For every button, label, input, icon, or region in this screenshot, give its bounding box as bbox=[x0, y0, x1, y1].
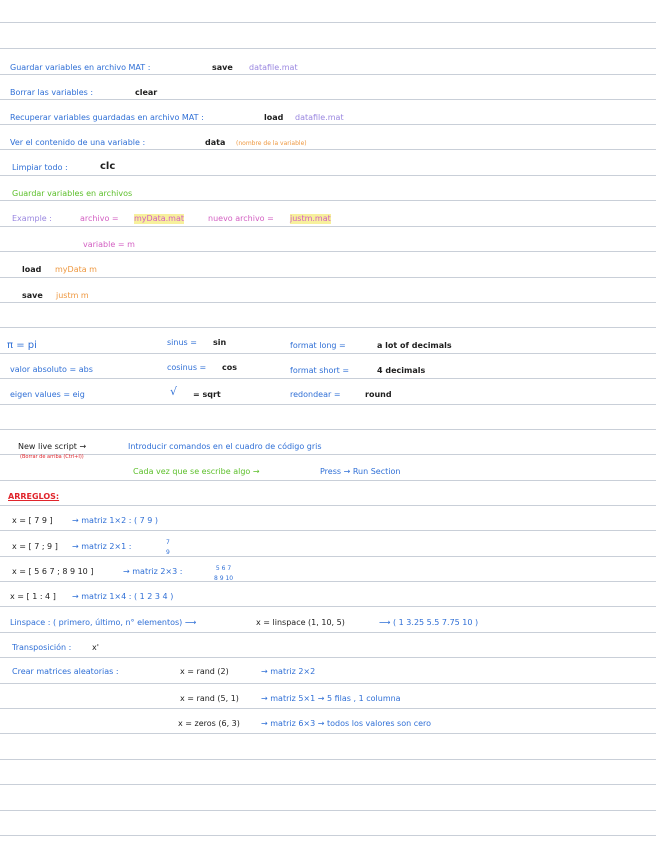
zeros-code: x = zeros (6, 3) bbox=[178, 719, 240, 728]
ruled-line bbox=[0, 606, 656, 607]
ruled-line bbox=[0, 530, 656, 531]
cos-cmd: cos bbox=[222, 363, 237, 372]
format-long-value: a lot of decimals bbox=[377, 341, 452, 350]
live-script-note: (Borrar de arriba (Ctrl+I)) bbox=[20, 454, 84, 460]
array-4-code: x = [ 1 : 4 ] bbox=[10, 592, 56, 601]
array-2-matrix bbox=[166, 538, 170, 558]
ruled-line bbox=[0, 149, 656, 150]
array-4-desc: → matriz 1×4 : ( 1 2 3 4 ) bbox=[72, 592, 174, 601]
ruled-line bbox=[0, 759, 656, 760]
ruled-line bbox=[0, 505, 656, 506]
ruled-line bbox=[0, 226, 656, 227]
sin-cmd: sin bbox=[213, 338, 227, 347]
view-cmd: data bbox=[205, 138, 226, 147]
example-label: Example : bbox=[12, 214, 52, 223]
save-arg: datafile.mat bbox=[249, 63, 298, 72]
view-arg: (nombre de la variable) bbox=[236, 140, 307, 147]
ruled-line bbox=[0, 480, 656, 481]
format-short-value: 4 decimals bbox=[377, 366, 426, 375]
abs-line: valor absoluto = abs bbox=[10, 365, 93, 374]
example-save-cmd: save bbox=[22, 291, 43, 300]
format-short-label: format short = bbox=[290, 366, 350, 375]
ruled-line bbox=[0, 429, 656, 430]
ruled-line bbox=[0, 733, 656, 734]
ruled-line bbox=[0, 810, 656, 811]
ruled-line bbox=[0, 556, 656, 557]
ruled-line bbox=[0, 683, 656, 684]
rand-desc: → matriz 2×2 bbox=[261, 667, 316, 676]
ruled-line bbox=[0, 657, 656, 658]
ruled-line bbox=[0, 200, 656, 201]
ruled-line bbox=[0, 48, 656, 49]
clear-label: Borrar las variables : bbox=[10, 88, 94, 97]
example-nuevo-value: justm.mat bbox=[290, 214, 331, 223]
ruled-line bbox=[0, 124, 656, 125]
load-arg: datafile.mat bbox=[295, 113, 344, 122]
clc-label: Limpiar todo : bbox=[12, 163, 68, 172]
matrix-row: 5 6 7 bbox=[215, 565, 232, 572]
ruled-line bbox=[0, 74, 656, 75]
round-value: round bbox=[365, 390, 392, 399]
new-live-script: New live script → bbox=[18, 442, 87, 451]
example-load-cmd: load bbox=[22, 265, 42, 274]
format-long-label: format long = bbox=[290, 341, 346, 350]
ruled-line bbox=[0, 99, 656, 100]
ruled-line bbox=[0, 302, 656, 303]
array-1-code: x = [ 7 9 ] bbox=[12, 516, 53, 525]
example-archivo-value: myData.mat bbox=[134, 214, 185, 223]
ruled-line bbox=[0, 581, 656, 582]
array-3-matrix bbox=[214, 564, 233, 584]
example-variable: variable = m bbox=[83, 240, 135, 249]
array-2-code: x = [ 7 ; 9 ] bbox=[12, 542, 58, 551]
ruled-line bbox=[0, 784, 656, 785]
rand-code: x = rand (2) bbox=[180, 667, 229, 676]
ruled-line bbox=[0, 327, 656, 328]
linspace-label: Linspace : ( primero, último, n° elementos) ⟶ bbox=[10, 618, 197, 627]
transpose-value: x' bbox=[92, 643, 99, 652]
save-label: Guardar variables en archivo MAT : bbox=[10, 63, 151, 72]
zeros-desc: → matriz 6×3 → todos los valores son cero bbox=[261, 719, 432, 728]
cosinus-label: cosinus = bbox=[167, 363, 207, 372]
load-cmd: load bbox=[264, 113, 284, 122]
transpose-label: Transposición : bbox=[12, 643, 72, 652]
array-2-desc: → matriz 2×1 : bbox=[72, 542, 132, 551]
eig-line: eigen values = eig bbox=[10, 390, 85, 399]
linspace-code: x = linspace (1, 10, 5) bbox=[256, 618, 345, 627]
matrix-row: 7 bbox=[166, 539, 170, 546]
array-1-desc: → matriz 1×2 : ( 7 9 ) bbox=[72, 516, 159, 525]
ruled-line bbox=[0, 708, 656, 709]
live-script-intro: Introducir comandos en el cuadro de código gris bbox=[128, 442, 322, 451]
ruled-line bbox=[0, 251, 656, 252]
round-label: redondear = bbox=[290, 390, 341, 399]
ruled-line bbox=[0, 378, 656, 379]
ruled-line bbox=[0, 175, 656, 176]
example-save-arg: justm m bbox=[56, 291, 89, 300]
pi-line: π = pi bbox=[7, 340, 37, 351]
rand2-code: x = rand (5, 1) bbox=[180, 694, 239, 703]
ruled-line bbox=[0, 404, 656, 405]
sinus-label: sinus = bbox=[167, 338, 197, 347]
example-nuevo-label: nuevo archivo = bbox=[208, 214, 274, 223]
square-root-icon: √ bbox=[170, 385, 178, 398]
save-cmd: save bbox=[212, 63, 233, 72]
clc-cmd: clc bbox=[100, 161, 116, 172]
cada-vez-line: Cada vez que se escribe algo → bbox=[133, 467, 260, 476]
run-section-line: Press → Run Section bbox=[320, 467, 401, 476]
rand-label: Crear matrices aleatorias : bbox=[12, 667, 119, 676]
save-files-heading: Guardar variables en archivos bbox=[12, 189, 133, 198]
load-label: Recuperar variables guardadas en archivo MAT : bbox=[10, 113, 204, 122]
ruled-line bbox=[0, 22, 656, 23]
array-3-desc: → matriz 2×3 : bbox=[123, 567, 183, 576]
ruled-line bbox=[0, 632, 656, 633]
view-label: Ver el contenido de una variable : bbox=[10, 138, 146, 147]
matrix-row: 9 bbox=[166, 549, 170, 556]
ruled-line bbox=[0, 353, 656, 354]
linspace-result: ⟶ ( 1 3.25 5.5 7.75 10 ) bbox=[379, 618, 479, 627]
example-load-arg: myData m bbox=[55, 265, 97, 274]
ruled-line bbox=[0, 454, 656, 455]
sqrt-cmd: = sqrt bbox=[193, 390, 221, 399]
ruled-line bbox=[0, 277, 656, 278]
rand2-desc: → matriz 5×1 → 5 filas , 1 columna bbox=[261, 694, 401, 703]
array-3-code: x = [ 5 6 7 ; 8 9 10 ] bbox=[12, 567, 94, 576]
ruled-line bbox=[0, 835, 656, 836]
example-archivo-label: archivo = bbox=[80, 214, 119, 223]
clear-cmd: clear bbox=[135, 88, 158, 97]
matrix-row: 8 9 10 bbox=[214, 575, 234, 582]
arrays-heading: ARREGLOS: bbox=[8, 492, 60, 501]
